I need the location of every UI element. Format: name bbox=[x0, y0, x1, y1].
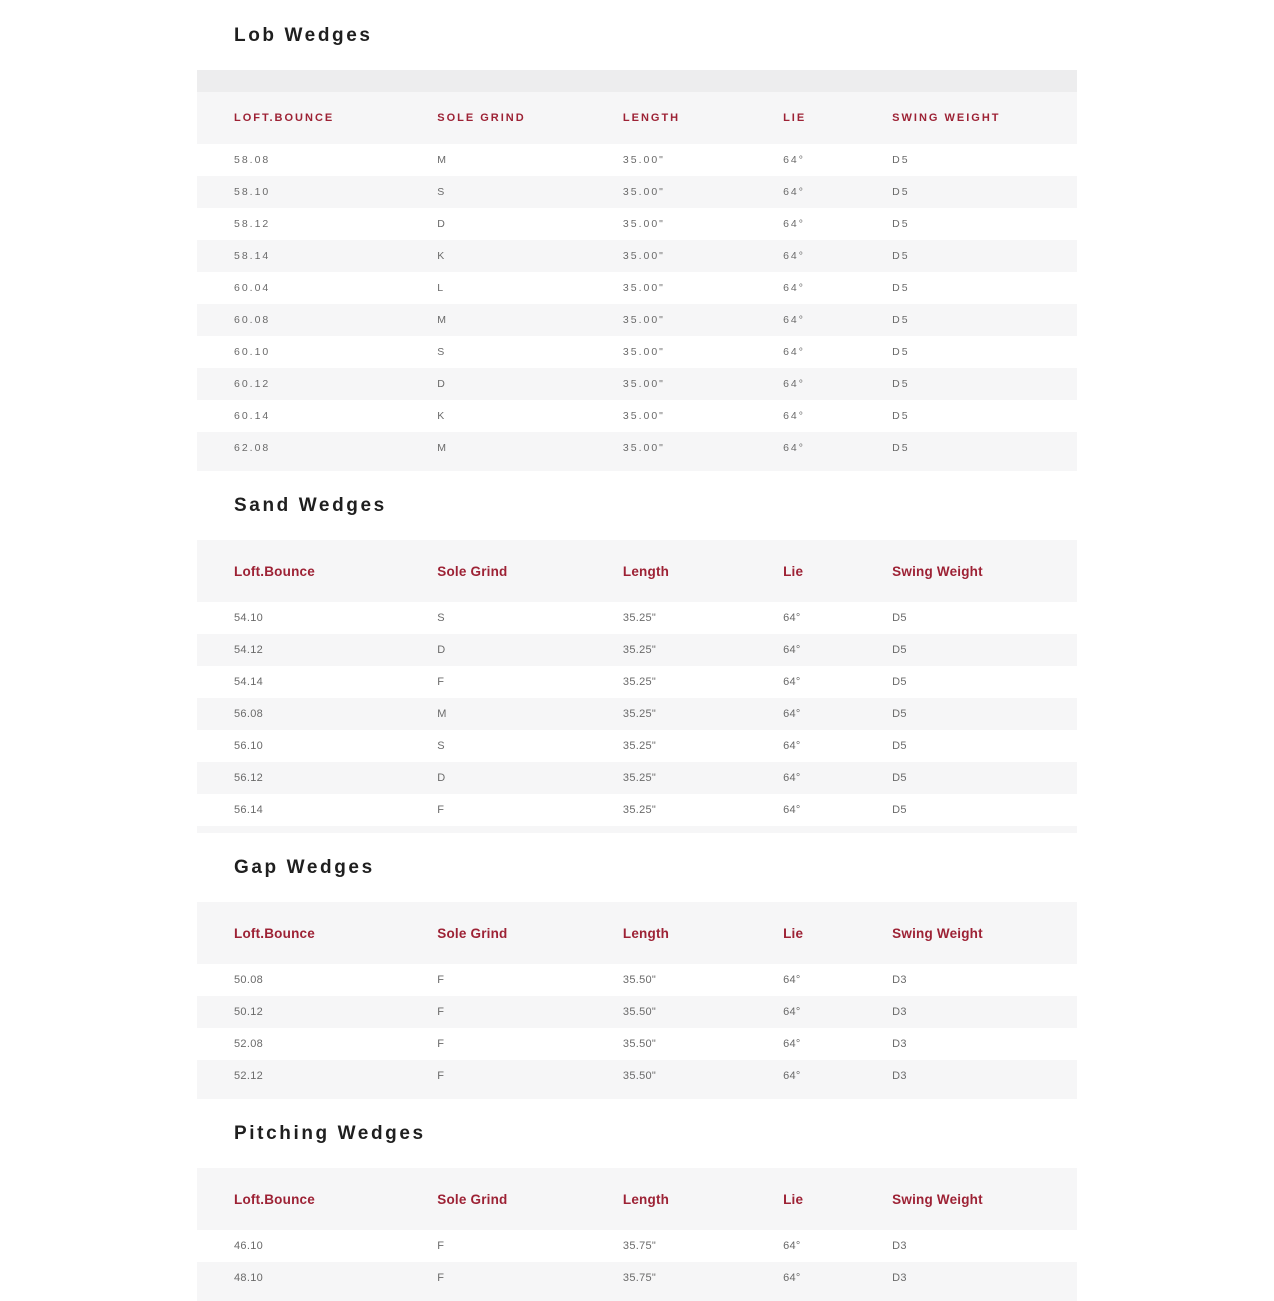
table-row bbox=[197, 336, 1077, 368]
cell: 60.08 bbox=[234, 314, 271, 326]
cell: D5 bbox=[892, 804, 907, 816]
cell: S bbox=[437, 740, 445, 752]
table-row bbox=[197, 1060, 1077, 1092]
cell: 35.00" bbox=[622, 218, 665, 230]
cell: 56.10 bbox=[234, 740, 264, 752]
table-row bbox=[197, 144, 1077, 176]
spec-table-wrapper bbox=[197, 70, 1077, 471]
cell: 35.50" bbox=[622, 1070, 657, 1082]
wedge-section bbox=[197, 857, 1077, 1099]
cell: 35.75" bbox=[622, 1272, 657, 1284]
cell: F bbox=[437, 1038, 445, 1050]
cell: D5 bbox=[892, 250, 910, 262]
wedge-section bbox=[197, 25, 1077, 471]
cell: 35.50" bbox=[622, 974, 657, 986]
cell: F bbox=[437, 1006, 445, 1018]
cell: 46.10 bbox=[234, 1240, 264, 1252]
cell: 35.50" bbox=[622, 1038, 657, 1050]
cell: 64° bbox=[783, 1006, 801, 1018]
cell: D5 bbox=[892, 676, 907, 688]
column-header: SOLE GRIND bbox=[437, 112, 526, 124]
cell: D5 bbox=[892, 644, 907, 656]
cell: M bbox=[437, 154, 448, 166]
table-row bbox=[197, 730, 1077, 762]
cell: F bbox=[437, 804, 445, 816]
cell: 64° bbox=[783, 218, 805, 230]
cell: 56.14 bbox=[234, 804, 264, 816]
cell: 35.25" bbox=[622, 740, 657, 752]
cell: 48.10 bbox=[234, 1272, 264, 1284]
cell: 35.00" bbox=[622, 186, 665, 198]
header-row bbox=[197, 540, 1077, 602]
table-row bbox=[197, 602, 1077, 634]
spec-table-wrapper bbox=[197, 902, 1077, 1099]
cell: 64° bbox=[783, 282, 805, 294]
cell: 35.00" bbox=[622, 410, 665, 422]
cell: 54.12 bbox=[234, 644, 264, 656]
cell: 64° bbox=[783, 1272, 801, 1284]
cell: D5 bbox=[892, 740, 907, 752]
cell: M bbox=[437, 442, 448, 454]
column-header: Loft.Bounce bbox=[234, 925, 315, 941]
table-row bbox=[197, 666, 1077, 698]
table-row bbox=[197, 176, 1077, 208]
cell: 35.50" bbox=[622, 1006, 657, 1018]
table-row bbox=[197, 1262, 1077, 1294]
cell: D5 bbox=[892, 218, 910, 230]
cell: 60.10 bbox=[234, 346, 271, 358]
header-row bbox=[197, 92, 1077, 144]
cell: D5 bbox=[892, 378, 910, 390]
column-header: Loft.Bounce bbox=[234, 563, 315, 579]
cell: 56.12 bbox=[234, 772, 264, 784]
column-header: Length bbox=[622, 925, 670, 941]
cell: 35.25" bbox=[622, 612, 657, 624]
cell: D5 bbox=[892, 410, 910, 422]
cell: 64° bbox=[783, 378, 805, 390]
spec-table bbox=[197, 1168, 1077, 1294]
cell: D bbox=[437, 772, 446, 784]
cell: 52.12 bbox=[234, 1070, 264, 1082]
table-row bbox=[197, 996, 1077, 1028]
cell: F bbox=[437, 1272, 445, 1284]
table-row bbox=[197, 964, 1077, 996]
cell: 64° bbox=[783, 1038, 801, 1050]
cell: 62.08 bbox=[234, 442, 271, 454]
cell: 35.25" bbox=[622, 644, 657, 656]
cell: 35.25" bbox=[622, 676, 657, 688]
cell: 64° bbox=[783, 1070, 801, 1082]
cell: D5 bbox=[892, 708, 907, 720]
cell: 64° bbox=[783, 346, 805, 358]
cell: 35.00" bbox=[622, 378, 665, 390]
table-row bbox=[197, 272, 1077, 304]
cell: 54.10 bbox=[234, 612, 264, 624]
cell: D bbox=[437, 644, 446, 656]
table-row bbox=[197, 400, 1077, 432]
cell: 64° bbox=[783, 612, 801, 624]
cell: 58.12 bbox=[234, 218, 271, 230]
section-title: Gap Wedges bbox=[234, 857, 375, 878]
section-title: Lob Wedges bbox=[234, 25, 373, 46]
table-row bbox=[197, 208, 1077, 240]
cell: D5 bbox=[892, 442, 910, 454]
cell: D3 bbox=[892, 974, 907, 986]
cell: D3 bbox=[892, 1038, 907, 1050]
column-header: Swing Weight bbox=[892, 563, 983, 579]
cell: 64° bbox=[783, 410, 805, 422]
cell: K bbox=[437, 410, 447, 422]
section-title: Sand Wedges bbox=[234, 495, 387, 516]
cell: 64° bbox=[783, 314, 805, 326]
column-header: Lie bbox=[783, 563, 804, 579]
cell: 64° bbox=[783, 772, 801, 784]
spec-table bbox=[197, 902, 1077, 1092]
cell: D bbox=[437, 378, 447, 390]
table-row bbox=[197, 698, 1077, 730]
table-row bbox=[197, 762, 1077, 794]
column-header: LIE bbox=[783, 112, 807, 124]
cell: 52.08 bbox=[234, 1038, 264, 1050]
cell: 58.08 bbox=[234, 154, 271, 166]
cell: 58.14 bbox=[234, 250, 271, 262]
cell: 64° bbox=[783, 974, 801, 986]
cell: 50.08 bbox=[234, 974, 264, 986]
column-header: Lie bbox=[783, 1191, 804, 1207]
cell: 64° bbox=[783, 804, 801, 816]
spec-table bbox=[197, 92, 1077, 464]
table-row bbox=[197, 1028, 1077, 1060]
cell: D5 bbox=[892, 346, 910, 358]
cell: F bbox=[437, 1240, 445, 1252]
cell: 64° bbox=[783, 442, 805, 454]
table-row bbox=[197, 1230, 1077, 1262]
cell: 64° bbox=[783, 186, 805, 198]
cell: 35.00" bbox=[622, 154, 665, 166]
cell: 35.25" bbox=[622, 708, 657, 720]
cell: D5 bbox=[892, 282, 910, 294]
column-header: LENGTH bbox=[622, 112, 681, 124]
header-row bbox=[197, 902, 1077, 964]
header-row bbox=[197, 1168, 1077, 1230]
cell: 64° bbox=[783, 740, 801, 752]
cell: 58.10 bbox=[234, 186, 271, 198]
cell: M bbox=[437, 314, 448, 326]
cell: L bbox=[437, 282, 446, 294]
spec-table-wrapper bbox=[197, 540, 1077, 833]
table-row bbox=[197, 304, 1077, 336]
column-header: Sole Grind bbox=[437, 1191, 508, 1207]
cell: 60.04 bbox=[234, 282, 271, 294]
column-header: Loft.Bounce bbox=[234, 1191, 315, 1207]
cell: 64° bbox=[783, 154, 805, 166]
cell: 64° bbox=[783, 708, 801, 720]
cell: F bbox=[437, 676, 445, 688]
cell: D5 bbox=[892, 612, 907, 624]
table-row bbox=[197, 794, 1077, 826]
cell: 56.08 bbox=[234, 708, 264, 720]
cell: 64° bbox=[783, 676, 801, 688]
cell: 35.25" bbox=[622, 804, 657, 816]
cell: 64° bbox=[783, 644, 801, 656]
section-title: Pitching Wedges bbox=[234, 1123, 426, 1144]
cell: S bbox=[437, 186, 447, 198]
cell: 50.12 bbox=[234, 1006, 264, 1018]
cell: D5 bbox=[892, 186, 910, 198]
cell: 35.00" bbox=[622, 442, 665, 454]
cell: 35.00" bbox=[622, 346, 665, 358]
cell: D5 bbox=[892, 772, 907, 784]
table-row bbox=[197, 240, 1077, 272]
cell: 60.14 bbox=[234, 410, 271, 422]
cell: D3 bbox=[892, 1272, 907, 1284]
column-header: Sole Grind bbox=[437, 925, 508, 941]
spec-table-wrapper bbox=[197, 1168, 1077, 1301]
cell: 35.75" bbox=[622, 1240, 657, 1252]
wedge-section bbox=[197, 1123, 1077, 1301]
table-row bbox=[197, 432, 1077, 464]
spec-table bbox=[197, 540, 1077, 826]
cell: S bbox=[437, 346, 447, 358]
cell: 35.00" bbox=[622, 282, 665, 294]
cell: D3 bbox=[892, 1006, 907, 1018]
column-header: SWING WEIGHT bbox=[892, 112, 1001, 124]
wedge-section bbox=[197, 495, 1077, 833]
column-header: Sole Grind bbox=[437, 563, 508, 579]
cell: D3 bbox=[892, 1070, 907, 1082]
cell: 35.00" bbox=[622, 314, 665, 326]
cell: 35.25" bbox=[622, 772, 657, 784]
column-header: Length bbox=[622, 563, 670, 579]
table-row bbox=[197, 368, 1077, 400]
cell: D5 bbox=[892, 314, 910, 326]
cell: D bbox=[437, 218, 447, 230]
cell: 54.14 bbox=[234, 676, 264, 688]
cell: D5 bbox=[892, 154, 910, 166]
cell: 35.00" bbox=[622, 250, 665, 262]
spec-sections bbox=[197, 0, 1077, 1301]
cell: 64° bbox=[783, 1240, 801, 1252]
column-header: Lie bbox=[783, 925, 804, 941]
cell: D3 bbox=[892, 1240, 907, 1252]
cell: F bbox=[437, 1070, 445, 1082]
horizontal-scrollbar[interactable] bbox=[197, 70, 1077, 92]
cell: 64° bbox=[783, 250, 805, 262]
table-row bbox=[197, 634, 1077, 666]
cell: S bbox=[437, 612, 445, 624]
cell: M bbox=[437, 708, 447, 720]
column-header: LOFT.BOUNCE bbox=[234, 112, 335, 124]
column-header: Swing Weight bbox=[892, 925, 983, 941]
cell: K bbox=[437, 250, 447, 262]
cell: 60.12 bbox=[234, 378, 271, 390]
column-header: Swing Weight bbox=[892, 1191, 983, 1207]
column-header: Length bbox=[622, 1191, 670, 1207]
cell: F bbox=[437, 974, 445, 986]
